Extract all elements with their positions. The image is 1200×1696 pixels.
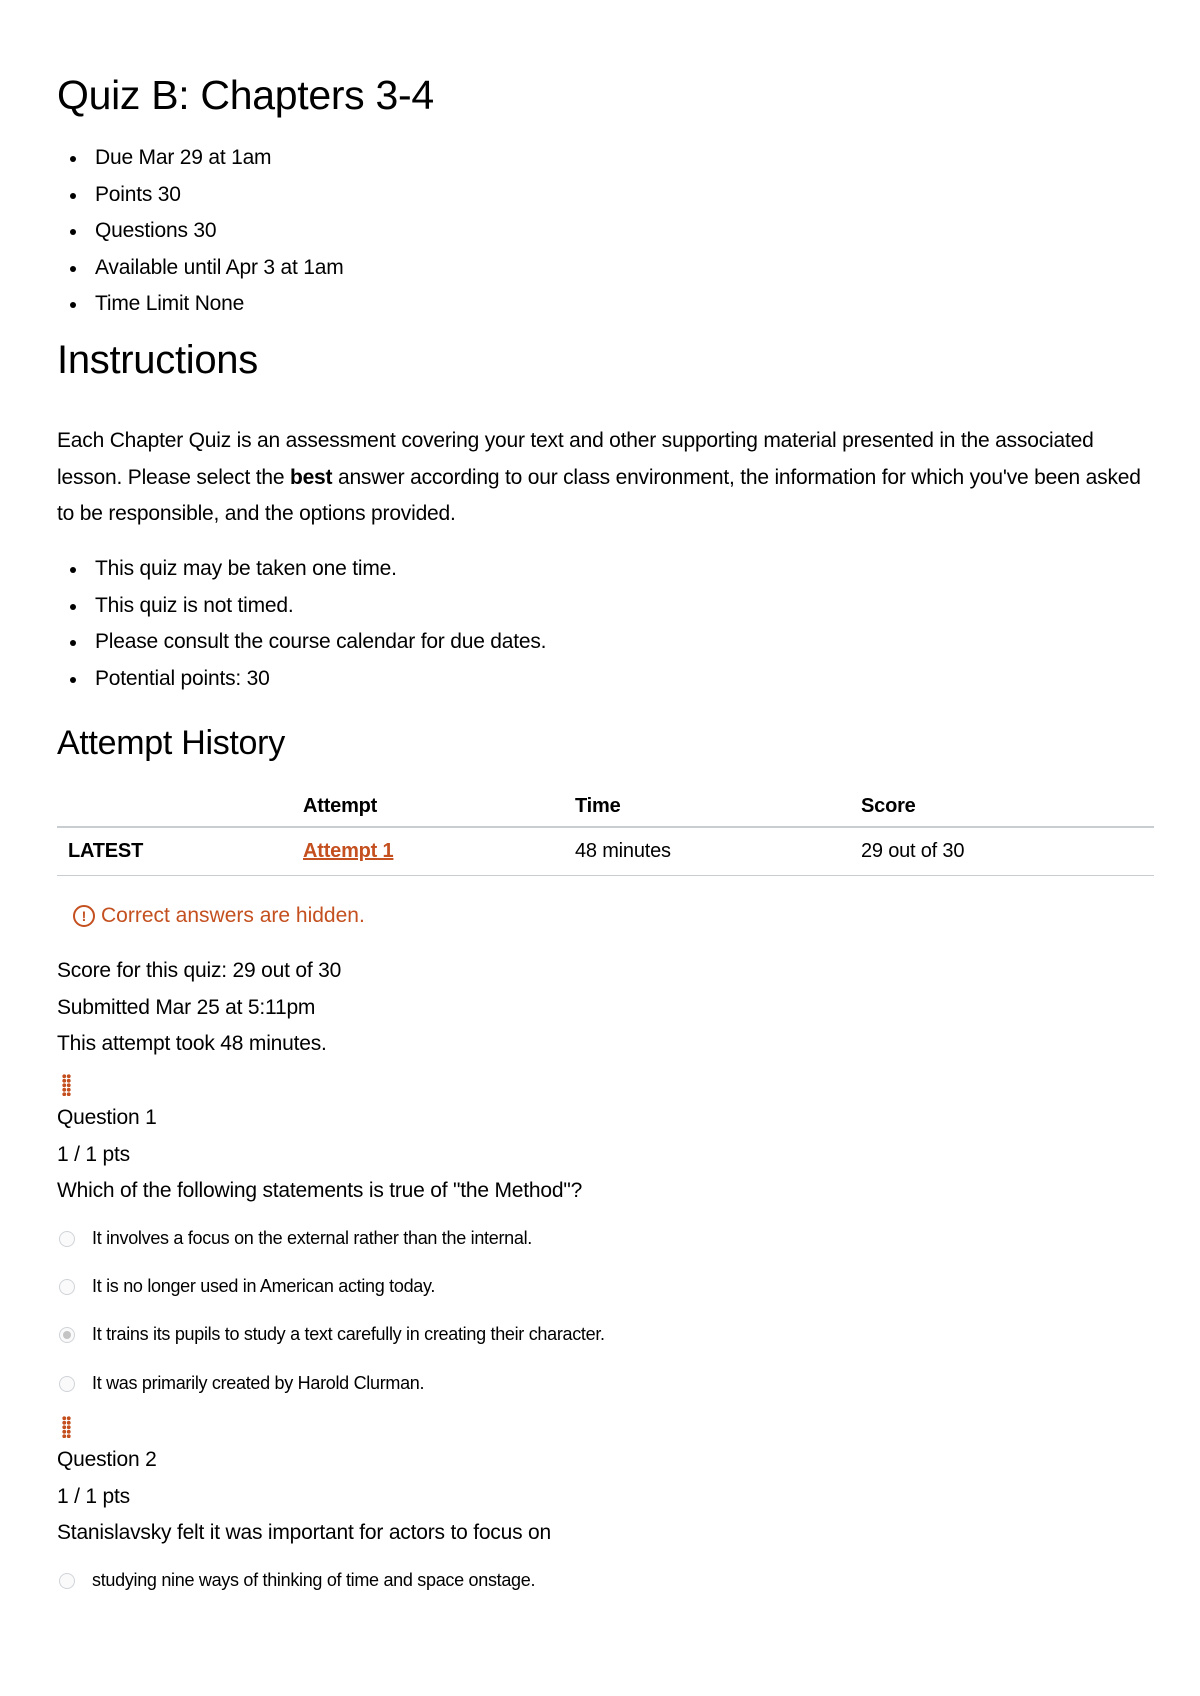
quiz-score: Score for this quiz: 29 out of 30: [57, 959, 342, 982]
question-number: Question 1: [57, 1106, 157, 1129]
instructions-text-emphasis: best: [289, 465, 333, 489]
radio-button[interactable]: [59, 1231, 75, 1247]
instructions-text: [57, 423, 1147, 533]
radio-button-selected[interactable]: [59, 1327, 75, 1343]
answer-option[interactable]: [57, 1373, 424, 1394]
quiz-details-list: [57, 140, 344, 323]
attempt-history-table: [57, 786, 1154, 876]
time-cell: 48 minutes: [575, 827, 861, 876]
correct-answers-hidden-notice: [73, 904, 365, 928]
question-text: Which of the following statements is true of "the Method"?: [57, 1179, 583, 1202]
answer-option[interactable]: [57, 1276, 435, 1297]
answer-option[interactable]: [57, 1228, 532, 1249]
points: Points 30: [57, 177, 344, 214]
answer-text: studying nine ways of thinking of time and space onstage.: [92, 1570, 536, 1590]
radio-button[interactable]: [59, 1279, 75, 1295]
question-points: 1 / 1 pts: [57, 1484, 130, 1508]
column-header-score: Score: [861, 786, 1154, 827]
answer-text: It trains its pupils to study a text carefully in creating their character.: [92, 1324, 605, 1344]
attempt-duration: This attempt took 48 minutes.: [57, 1032, 327, 1055]
score-cell: 29 out of 30: [861, 827, 1154, 876]
instructions-heading: Instructions: [57, 338, 258, 382]
radio-button[interactable]: [59, 1573, 75, 1589]
column-header-time: Time: [575, 786, 861, 827]
submitted-time: Submitted Mar 25 at 5:11pm: [57, 995, 316, 1019]
instruction-item: Please consult the course calendar for due dates.: [57, 624, 546, 661]
notice-text: Correct answers are hidden.: [101, 904, 365, 927]
page-title: Quiz B: Chapters 3-4: [57, 72, 434, 118]
table-row: [57, 827, 1154, 876]
alert-circle-icon: !: [73, 905, 95, 927]
answer-text: It was primarily created by Harold Clurman.: [92, 1373, 425, 1393]
time-limit: Time Limit None: [57, 286, 344, 323]
column-header-blank: [57, 786, 303, 827]
question-number: Question 2: [57, 1448, 157, 1471]
table-header-row: [57, 786, 1154, 827]
question-1-header: [57, 1100, 582, 1210]
radio-button[interactable]: [59, 1376, 75, 1392]
answer-text: It is no longer used in American acting today.: [92, 1276, 436, 1296]
instructions-list: [57, 551, 546, 697]
attempt-history-heading: Attempt History: [57, 724, 285, 762]
instructions-text-end: answer according to our class environment, the information for which you've been asked to be responsible, and the options provided.: [57, 465, 1141, 525]
available-until: Available until Apr 3 at 1am: [57, 250, 344, 287]
question-text: Stanislavsky felt it was important for actors to focus on: [57, 1521, 551, 1544]
drag-handle-icon[interactable]: [62, 1416, 71, 1438]
instruction-item: This quiz is not timed.: [57, 588, 546, 625]
drag-handle-icon[interactable]: [62, 1074, 71, 1096]
column-header-attempt: Attempt: [303, 786, 575, 827]
attempt-1-link[interactable]: Attempt 1: [303, 840, 394, 862]
question-2-header: [57, 1442, 551, 1552]
instructions-text-start: Each Chapter Quiz is an assessment covering your text and other supporting material presented in the associated lesson. Please select the: [57, 429, 1094, 489]
due-date: Due Mar 29 at 1am: [57, 140, 344, 177]
attempt-summary: [57, 953, 341, 1063]
instruction-item: This quiz may be taken one time.: [57, 551, 546, 588]
instruction-item: Potential points: 30: [57, 661, 546, 698]
answer-text: It involves a focus on the external rather than the internal.: [92, 1228, 532, 1248]
attempt-cell: [303, 827, 575, 876]
question-count: Questions 30: [57, 213, 344, 250]
answer-option-selected[interactable]: [57, 1324, 605, 1345]
answer-option[interactable]: [57, 1570, 535, 1591]
latest-label: LATEST: [57, 827, 303, 876]
question-points: 1 / 1 pts: [57, 1142, 130, 1166]
